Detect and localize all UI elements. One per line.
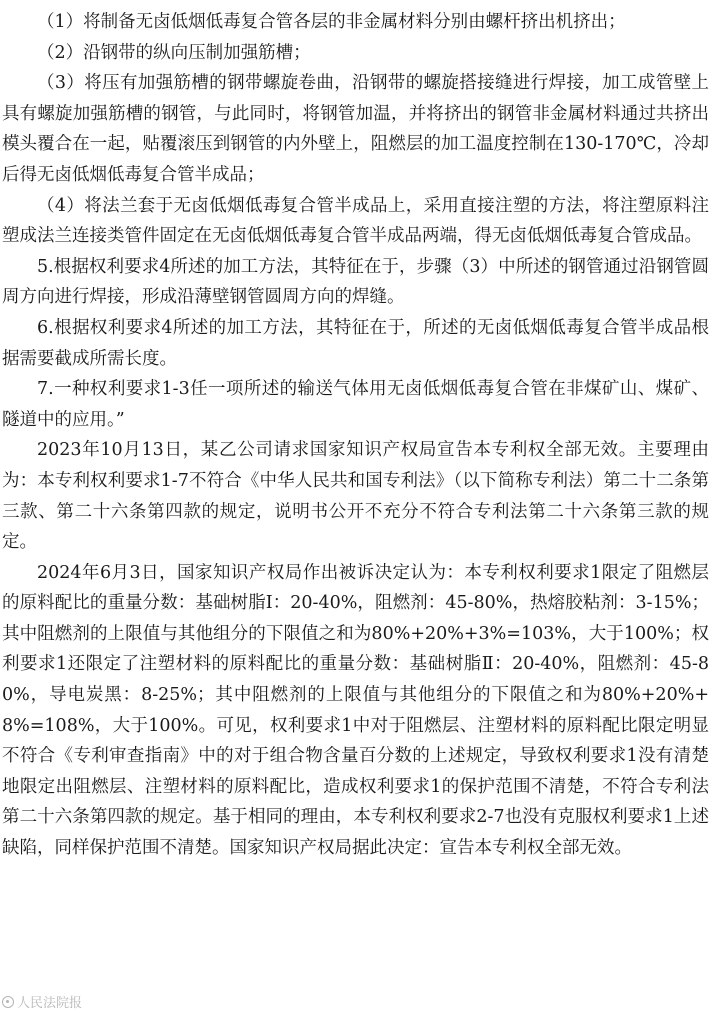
watermark-text: 人民法院报 <box>17 996 83 1011</box>
paragraph-step-2: （2）沿钢带的纵向压制加强筋槽； <box>37 42 311 63</box>
paragraph-claim-7: 7.一种权利要求1-3任一项所述的输送气体用无卤低烟低毒复合管在非煤矿山、煤矿、隧道中的应用。” <box>2 379 709 430</box>
paragraph-step-1: （1）将制备无卤低烟低毒复合管各层的非金属材料分别由螺杆挤出机挤出； <box>37 12 626 32</box>
paragraph-step-3: （3）将压有加强筋槽的钢带螺旋卷曲，沿钢带的螺旋搭接缝进行焊接，加工成管壁上具有螺旋加强筋槽的钢管，与此同时，将钢管加温，并将挤出的钢管非金属材料通过共挤出模头覆合在一起，贴覆滚压到钢管的内外壁上，阻燃层的加工温度控制在130-170℃，冷却后得无卤低烟低毒复合管半成品； <box>2 73 709 185</box>
paragraph-decision: 2024年6月3日，国家知识产权局作出被诉决定认为：本专利权利要求1限定了阻燃层的原料配比的重量分数：基础树脂Ⅰ：20-40%，阻燃剂：45-80%，热熔胶粘剂：3-15%；其中阻燃剂的上限值与其他组分的下限值之和为80%+20%+3%=103%，大于100%；权利要求1还限定了注塑材料的原料配比的重量分数：基础树脂Ⅱ：20-40%，阻燃剂：45-80%，导电炭黑：8-25%；其中阻燃剂的上限值与其他组分的下限值之和为80%+20%+8%=108%，大于100%。可见，权利要求1中对于阻燃层、注塑材料的原料配比限定明显不符合《专利审查指南》中的对于组合物含量百分数的上述规定，导致权利要求1没有清楚地限定出阻燃层、注塑材料的原料配比，造成权利要求1的保护范围不清楚，不符合专利法第二十六条第四款的规定。基于相同的理由，本专利权利要求2-7也没有克服权利要求1上述缺陷，同样保护范围不清楚。国家知识产权局据此决定：宣告本专利权全部无效。 <box>2 562 709 859</box>
watermark-logo-icon <box>2 996 14 1008</box>
paragraph-invalidation-request: 2023年10月13日，某乙公司请求国家知识产权局宣告本专利权全部无效。主要理由为：本专利权利要求1-7不符合《中华人民共和国专利法》（以下简称专利法）第二十二条第三款、第二十六条第四款的规定，说明书公开不充分不符合专利法第二十六条第三款的规定。 <box>2 440 709 553</box>
paragraph-claim-5: 5.根据权利要求4所述的加工方法，其特征在于，步骤（3）中所述的钢管通过沿钢管圆周方向进行焊接，形成沿薄壁钢管圆周方向的焊缝。 <box>2 256 709 308</box>
paragraph-claim-6: 6.根据权利要求4所述的加工方法，其特征在于，所述的无卤低烟低毒复合管半成品根据需要截成所需长度。 <box>2 317 709 369</box>
watermark <box>2 992 82 1011</box>
paragraph-step-4: （4）将法兰套于无卤低烟低毒复合管半成品上，采用直接注塑的方法，将注塑原料注塑成法兰连接类管件固定在无卤低烟低毒复合管半成品两端，得无卤低烟低毒复合管成品。 <box>2 195 709 247</box>
